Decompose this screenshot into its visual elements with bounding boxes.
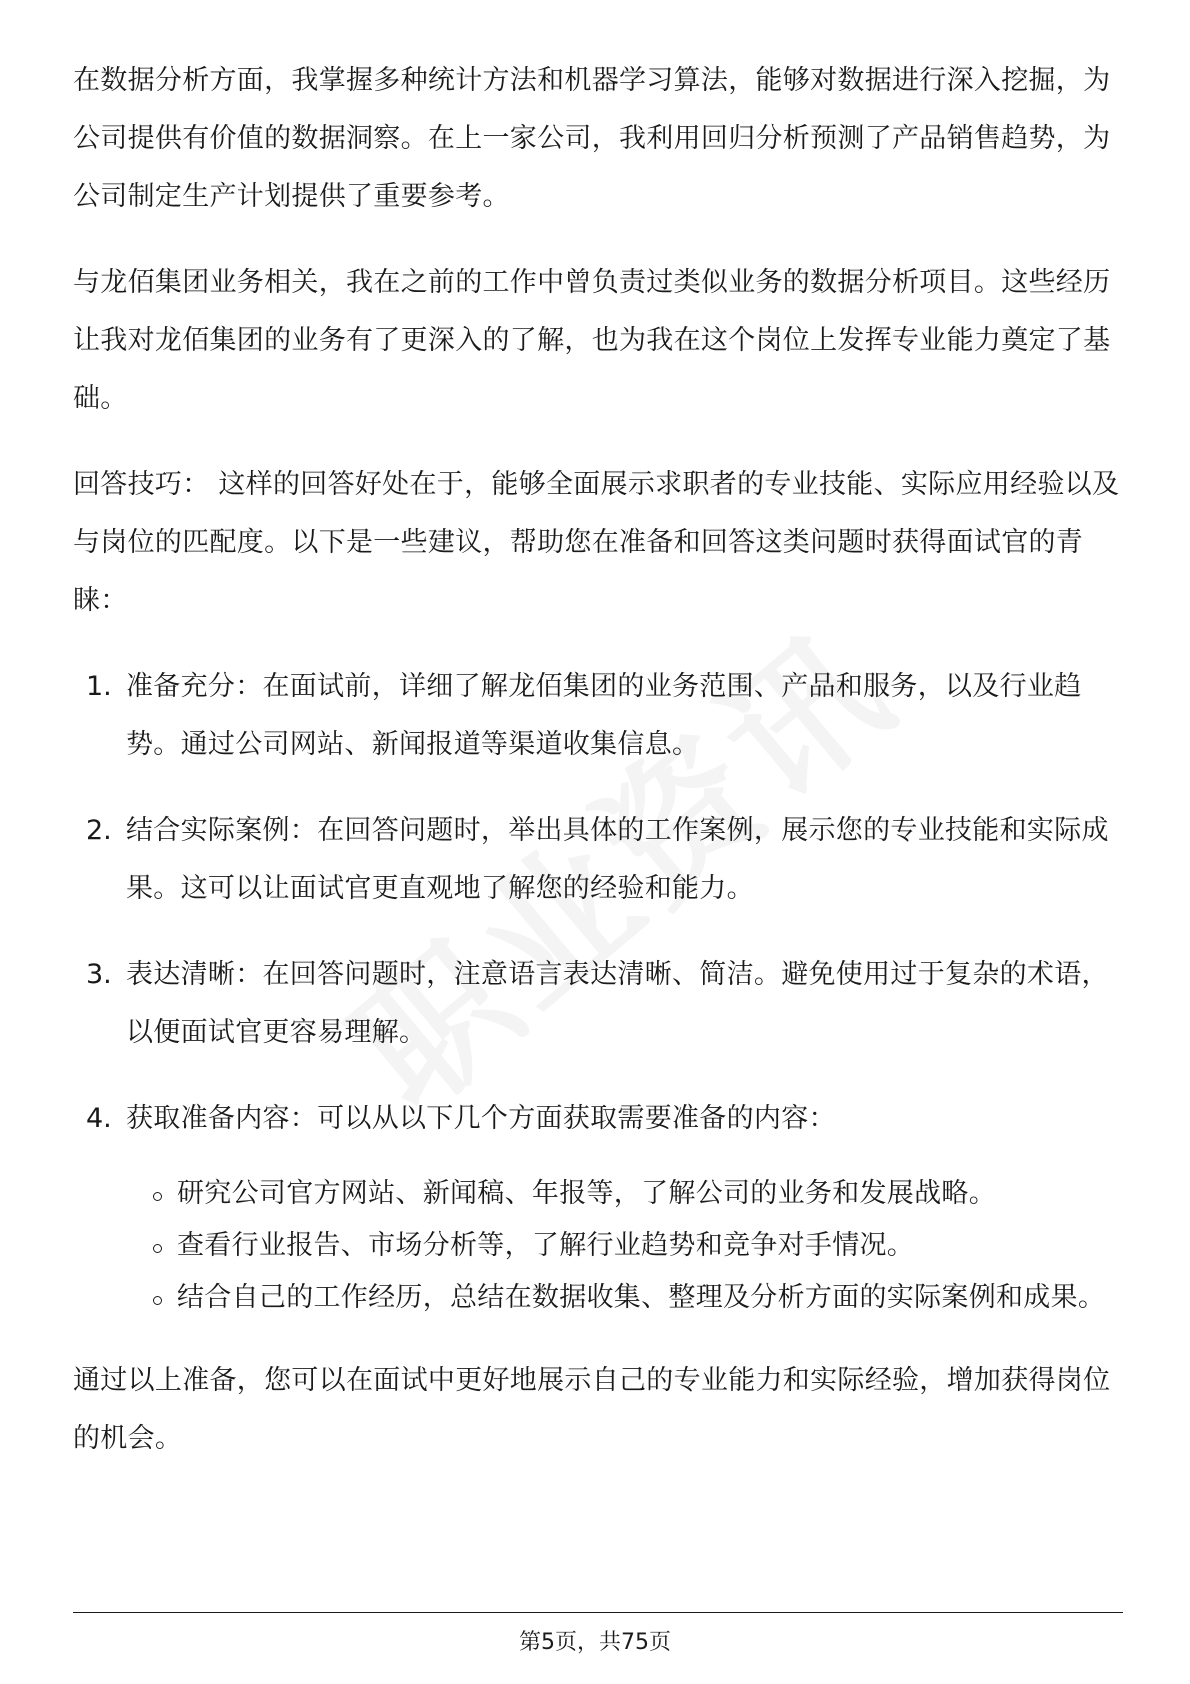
list-number: 3. [86,959,112,990]
sub-list-item-text: 研究公司官方网站、新闻稿、年报等，了解公司的业务和发展战略。 [177,1178,996,1209]
circle-bullet-icon [153,1192,162,1201]
sub-list-item-text: 查看行业报告、市场分析等，了解行业趋势和竞争对手情况。 [177,1230,915,1261]
list-item [73,1090,1123,1148]
ordered-list [73,658,1123,1148]
list-item [73,802,1123,918]
sub-list-item-text: 结合自己的工作经历，总结在数据收集、整理及分析方面的实际案例和成果。 [177,1282,1106,1313]
list-number: 2. [86,815,112,846]
sub-list-item [73,1220,1123,1272]
circle-bullet-icon [153,1296,162,1305]
sub-list-item [73,1168,1123,1220]
circle-bullet-icon [153,1244,162,1253]
list-item-text: 表达清晰：在回答问题时，注意语言表达清晰、简洁。避免使用过于复杂的术语，以便面试官更容易理解。 [126,959,1109,1048]
list-number: 4. [86,1103,112,1134]
sub-list [73,1168,1123,1324]
footer-divider [73,1612,1123,1613]
paragraph-answer-tips: 回答技巧： 这样的回答好处在于，能够全面展示求职者的专业技能、实际应用经验以及与岗位的匹配度。以下是一些建议，帮助您在准备和回答这类问题时获得面试官的青睐： [73,469,1120,616]
document-body [73,52,1123,1496]
paragraph-business-relevance: 与龙佰集团业务相关，我在之前的工作中曾负责过类似业务的数据分析项目。这些经历让我对龙佰集团的业务有了更深入的了解，也为我在这个岗位上发挥专业能力奠定了基础。 [73,267,1111,414]
list-item-text: 准备充分：在面试前，详细了解龙佰集团的业务范围、产品和服务，以及行业趋势。通过公司网站、新闻报道等渠道收集信息。 [126,671,1082,760]
sub-list-item [73,1272,1123,1324]
list-item [73,658,1123,774]
list-number: 1. [86,671,112,702]
page-number: 第5页，共75页 [519,1630,671,1655]
list-item-text: 获取准备内容：可以从以下几个方面获取需要准备的内容： [126,1103,836,1134]
paragraph-data-analysis: 在数据分析方面，我掌握多种统计方法和机器学习算法，能够对数据进行深入挖掘，为公司提供有价值的数据洞察。在上一家公司，我利用回归分析预测了产品销售趋势，为公司制定生产计划提供了重要参考。 [73,65,1111,212]
list-item [73,946,1123,1062]
paragraph-closing: 通过以上准备，您可以在面试中更好地展示自己的专业能力和实际经验，增加获得岗位的机会。 [73,1365,1111,1454]
list-item-text: 结合实际案例：在回答问题时，举出具体的工作案例，展示您的专业技能和实际成果。这可以让面试官更直观地了解您的经验和能力。 [126,815,1109,904]
